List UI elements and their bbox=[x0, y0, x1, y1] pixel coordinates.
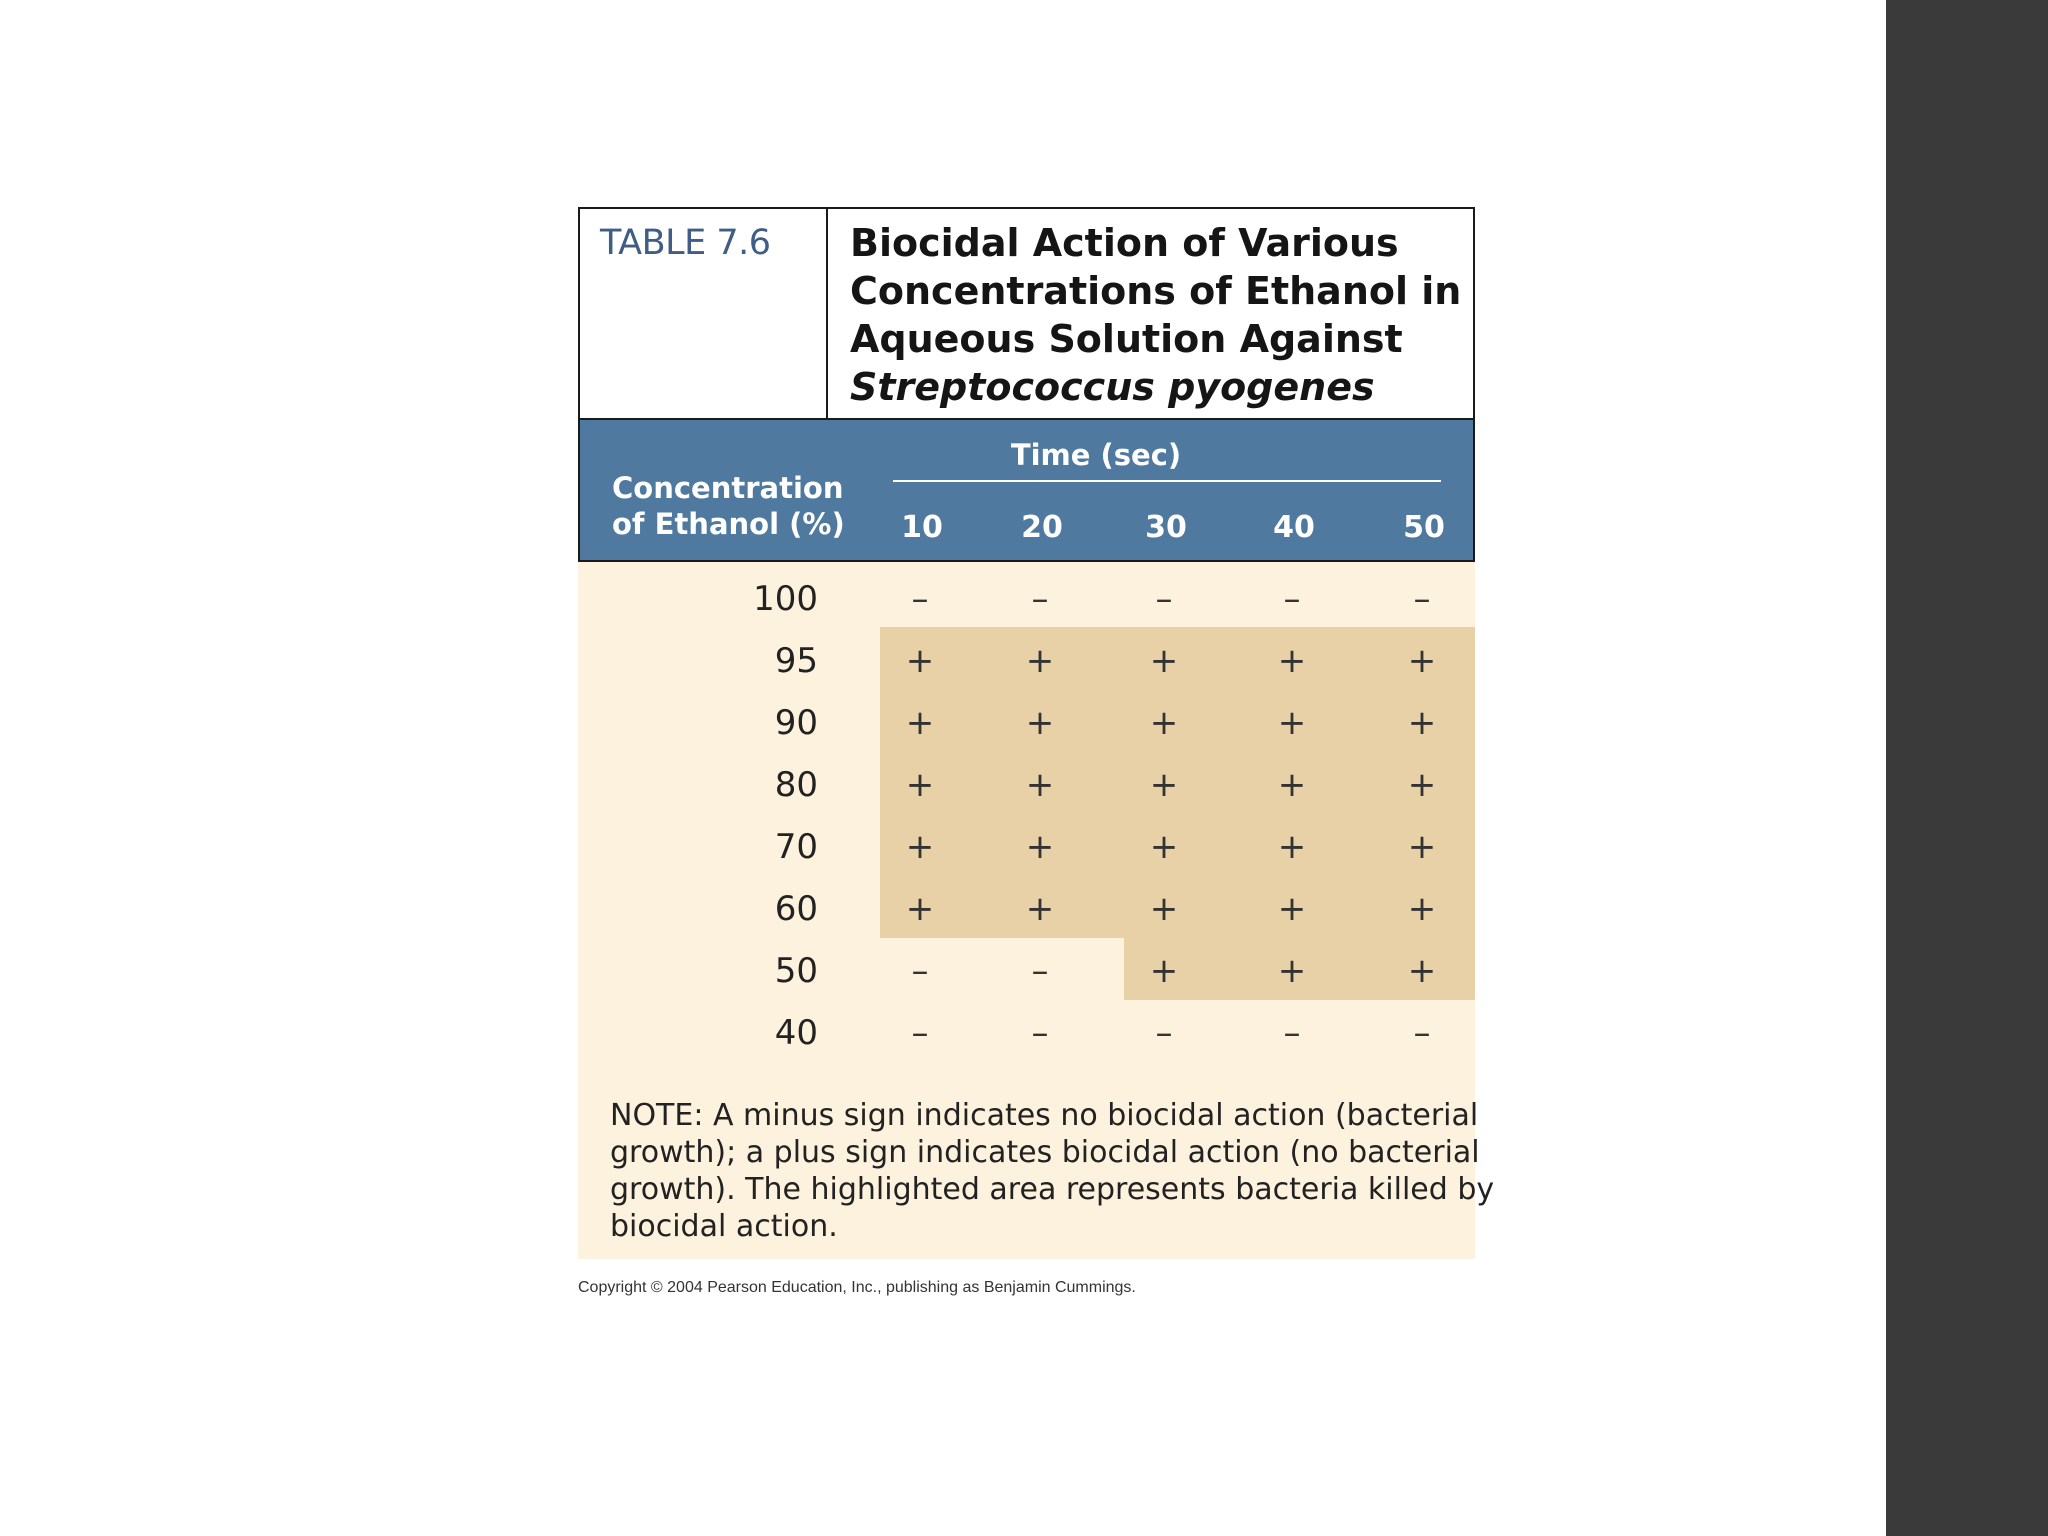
copyright-text: Copyright © 2004 Pearson Education, Inc., publishing as Benjamin Cummings. bbox=[578, 1279, 1136, 1296]
row-concentration: 90 bbox=[774, 703, 818, 743]
row-concentration: 80 bbox=[774, 765, 818, 805]
row-concentration: 40 bbox=[774, 1013, 818, 1053]
ethanol-table bbox=[578, 207, 1495, 1259]
note-line: NOTE: A minus sign indicates no biocidal action (bacterial bbox=[610, 1098, 1479, 1133]
table-number: TABLE 7.6 bbox=[580, 209, 828, 418]
result-cell: – bbox=[1155, 579, 1173, 619]
result-cell: + bbox=[1149, 703, 1179, 743]
side-bar bbox=[1886, 0, 2048, 1536]
result-cell: + bbox=[1149, 641, 1179, 681]
result-cell: + bbox=[1025, 827, 1055, 867]
result-cell: – bbox=[1413, 1013, 1431, 1053]
time-column-header: 40 bbox=[1273, 510, 1315, 545]
result-cell: + bbox=[1149, 951, 1179, 991]
result-cell: – bbox=[1283, 1013, 1301, 1053]
table-body bbox=[578, 562, 1495, 1259]
note-line: biocidal action. bbox=[610, 1209, 838, 1244]
title-line: Aqueous Solution Against bbox=[850, 317, 1403, 361]
result-cell: – bbox=[1031, 951, 1049, 991]
time-header: Time (sec) bbox=[1010, 438, 1182, 472]
table-note bbox=[610, 1097, 1495, 1245]
result-cell: – bbox=[1413, 579, 1431, 619]
note-line: growth). The highlighted area represents bacteria killed by bbox=[610, 1172, 1495, 1207]
result-cell: + bbox=[1025, 703, 1055, 743]
result-cell: + bbox=[1149, 827, 1179, 867]
title-organism: Streptococcus pyogenes bbox=[850, 365, 1375, 409]
result-cell: + bbox=[1277, 889, 1307, 929]
result-cell: + bbox=[1407, 765, 1437, 805]
time-column-header: 10 bbox=[901, 510, 943, 545]
result-cell: + bbox=[1277, 951, 1307, 991]
result-cell: + bbox=[1277, 641, 1307, 681]
table-title bbox=[828, 209, 1473, 418]
note-line: growth); a plus sign indicates biocidal action (no bacterial bbox=[610, 1135, 1480, 1170]
result-cell: – bbox=[1031, 1013, 1049, 1053]
concentration-header bbox=[612, 470, 845, 542]
result-cell: + bbox=[1149, 889, 1179, 929]
time-header-rule bbox=[893, 480, 1441, 482]
result-cell: + bbox=[1025, 889, 1055, 929]
row-concentration: 95 bbox=[774, 641, 818, 681]
result-cell: + bbox=[905, 765, 935, 805]
title-line: Biocidal Action of Various bbox=[850, 221, 1399, 265]
result-cell: + bbox=[1025, 765, 1055, 805]
result-cell: – bbox=[911, 579, 929, 619]
time-column-header: 50 bbox=[1403, 510, 1445, 545]
title-box bbox=[578, 207, 1475, 420]
time-column-header: 20 bbox=[1021, 510, 1063, 545]
result-cell: + bbox=[905, 889, 935, 929]
title-line: Concentrations of Ethanol in bbox=[850, 269, 1462, 313]
row-concentration: 60 bbox=[774, 889, 818, 929]
result-cell: + bbox=[1407, 641, 1437, 681]
result-cell: + bbox=[1149, 765, 1179, 805]
row-concentration: 70 bbox=[774, 827, 818, 867]
result-cell: – bbox=[1031, 579, 1049, 619]
result-cell: + bbox=[1277, 703, 1307, 743]
concentration-header-line: Concentration bbox=[612, 471, 844, 505]
concentration-header-line: of Ethanol (%) bbox=[612, 507, 845, 541]
result-cell: – bbox=[911, 951, 929, 991]
result-cell: + bbox=[905, 703, 935, 743]
result-cell: + bbox=[1025, 641, 1055, 681]
time-column-header: 30 bbox=[1145, 510, 1187, 545]
result-cell: – bbox=[1283, 579, 1301, 619]
result-cell: + bbox=[1407, 889, 1437, 929]
row-concentration: 100 bbox=[753, 579, 818, 619]
column-header-band bbox=[578, 420, 1475, 562]
result-cell: + bbox=[905, 641, 935, 681]
result-cell: – bbox=[1155, 1013, 1173, 1053]
result-cell: + bbox=[1407, 703, 1437, 743]
row-concentration: 50 bbox=[774, 951, 818, 991]
result-cell: + bbox=[905, 827, 935, 867]
result-cell: + bbox=[1277, 827, 1307, 867]
result-cell: + bbox=[1277, 765, 1307, 805]
result-cell: + bbox=[1407, 827, 1437, 867]
result-cell: + bbox=[1407, 951, 1437, 991]
result-cell: – bbox=[911, 1013, 929, 1053]
